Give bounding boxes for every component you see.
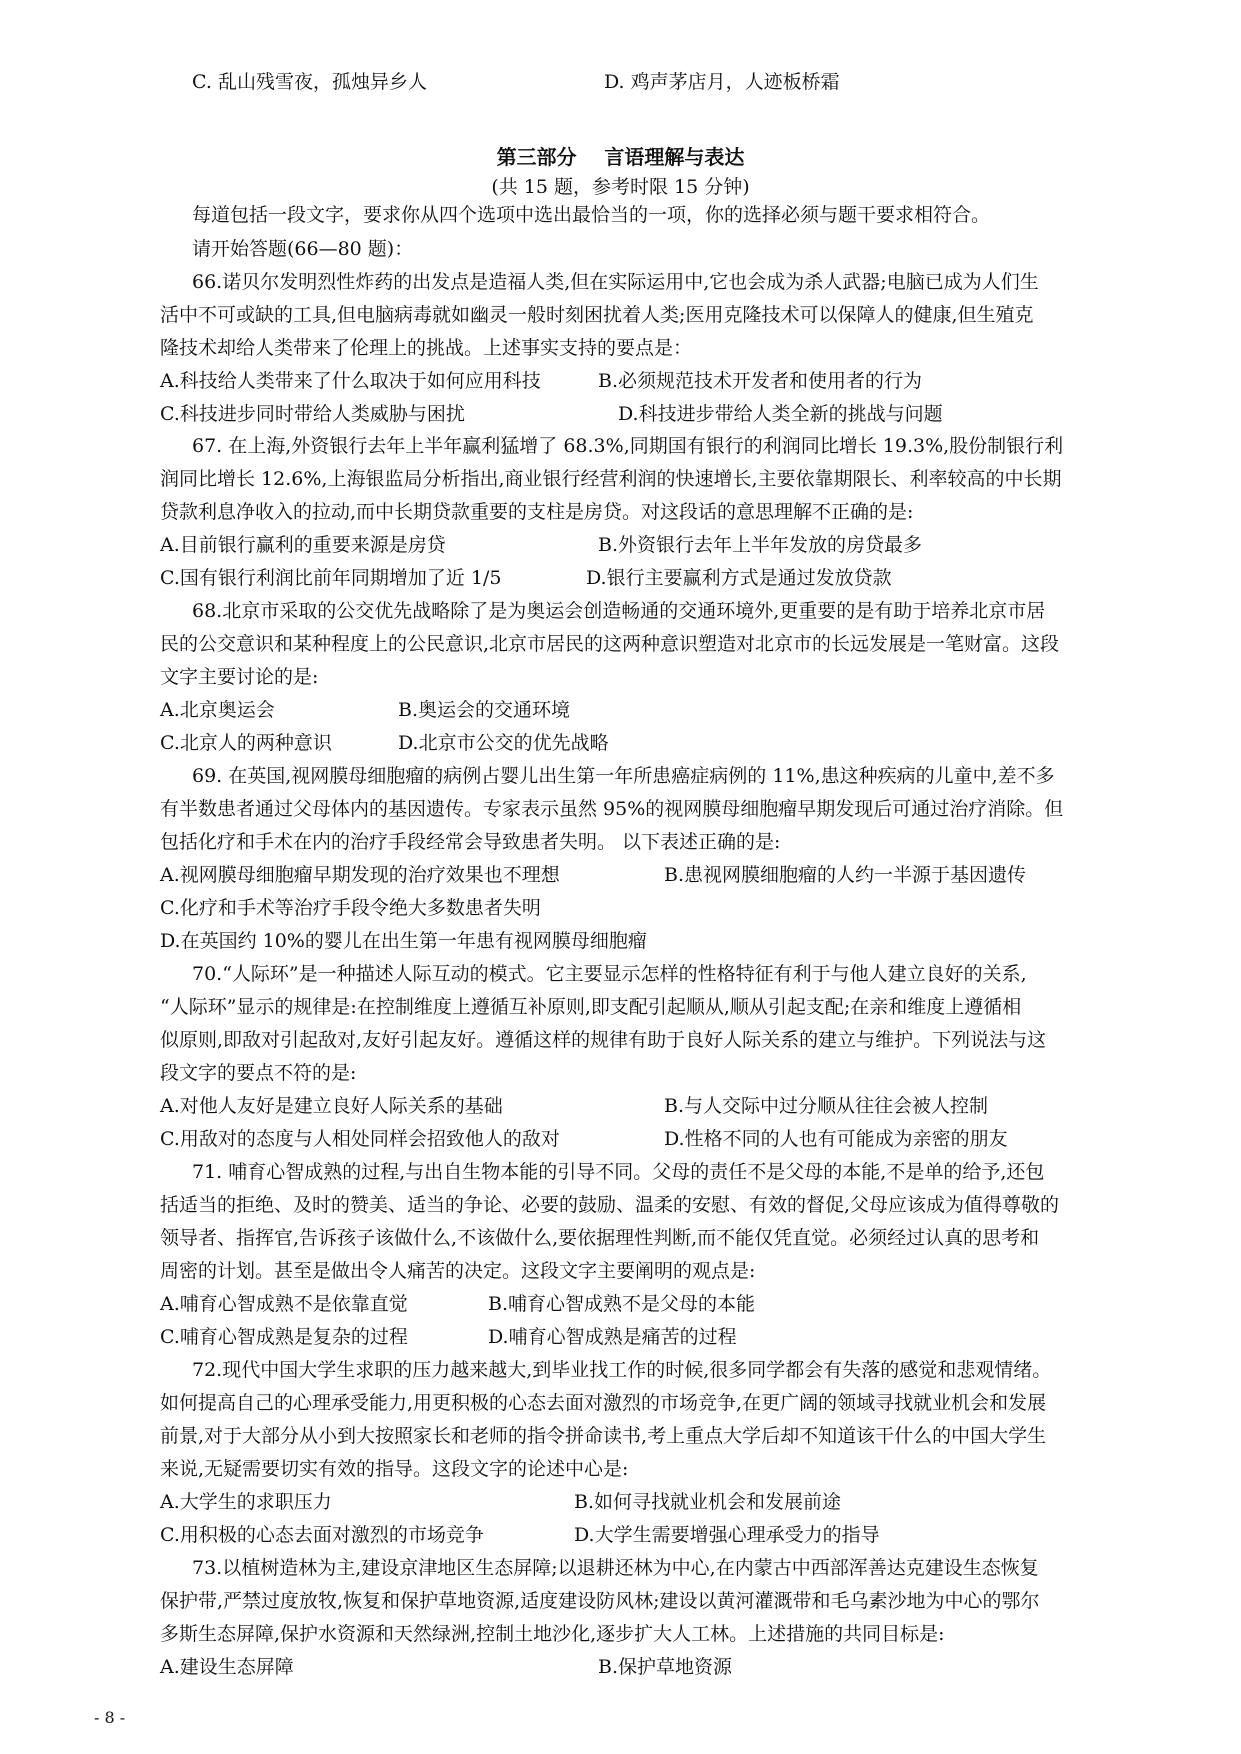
q70-option-b: B.与人交际中过分顺从往往会被人控制 [664, 1095, 989, 1117]
option-c-prev: C. 乱山残雪夜，孤烛异乡人 [192, 71, 427, 93]
q71-line-3: 领导者、指挥官,告诉孩子该做什么,不该做什么,要依据理性判断,而不能仅凭直觉。必须经过认真的思考和 [160, 1227, 1040, 1249]
q71-option-d: D.哺育心智成熟是痛苦的过程 [488, 1326, 737, 1348]
q68-option-d: D.北京市公交的优先战略 [398, 732, 609, 754]
q69-line-2: 有半数患者通过父母体内的基因遗传。专家表示虽然 95%的视网膜母细胞瘤早期发现后可通过治疗消除。但 [160, 798, 1064, 820]
q72-line-4: 来说,无疑需要切实有效的指导。这段文字的论述中心是: [160, 1458, 629, 1480]
q71-option-b: B.哺育心智成熟不是父母的本能 [488, 1293, 756, 1315]
q72-option-d: D.大学生需要增强心理承受力的指导 [574, 1524, 880, 1546]
q66-line-2: 活中不可或缺的工具,但电脑病毒就如幽灵一般时刻困扰着人类;医用克隆技术可以保障人的健康,但生殖克 [160, 304, 1034, 326]
page-number: - 8 - [94, 1708, 126, 1727]
q68-option-a: A.北京奥运会 [160, 699, 275, 721]
q67-option-c: C.国有银行利润比前年同期增加了近 1/5 [160, 567, 502, 589]
q70-line-4: 段文字的要点不符的是: [160, 1062, 357, 1084]
q70-option-d: D.性格不同的人也有可能成为亲密的朋友 [664, 1128, 1008, 1150]
q67-option-b: B.外资银行去年上半年发放的房贷最多 [598, 534, 923, 556]
section-title: 第三部分 言语理解与表达 [496, 145, 745, 169]
q68-option-c: C.北京人的两种意识 [160, 732, 332, 754]
q67-line-1: 67. 在上海,外资银行去年上半年赢利猛增了 68.3%,同期国有银行的利润同比增长 19.3%,股份制银行利 [192, 435, 1064, 457]
q66-option-a: A.科技给人类带来了什么取决于如何应用科技 [160, 370, 541, 392]
q72-line-3: 前景,对于大部分从小到大按照家长和老师的指令拼命读书,考上重点大学后却不知道该干什么的中国大学生 [160, 1425, 1047, 1447]
q70-line-1: 70.“人际环”是一种描述人际互动的模式。它主要显示怎样的性格特征有利于与他人建立良好的关系, [192, 963, 1027, 985]
q69-option-a: A.视网膜母细胞瘤早期发现的治疗效果也不理想 [160, 864, 560, 886]
q67-line-3: 贷款利息净收入的拉动,而中长期贷款重要的支柱是房贷。对这段话的意思理解不正确的是: [160, 501, 914, 523]
q71-line-1: 71. 哺育心智成熟的过程,与出自生物本能的引导不同。父母的责任不是父母的本能,不是单的给予,还包 [192, 1161, 1045, 1183]
q72-option-c: C.用积极的心态去面对激烈的市场竞争 [160, 1524, 484, 1546]
q67-option-d: D.银行主要赢利方式是通过发放贷款 [586, 567, 892, 589]
q73-line-3: 多斯生态屏障,保护水资源和天然绿洲,控制土地沙化,逐步扩大人工林。上述措施的共同目标是: [160, 1623, 945, 1645]
q73-option-a: A.建设生态屏障 [160, 1656, 294, 1678]
q73-option-b: B.保护草地资源 [598, 1656, 733, 1678]
q68-option-b: B.奥运会的交通环境 [398, 699, 571, 721]
q70-line-3: 似原则,即敌对引起敌对,友好引起友好。遵循这样的规律有助于良好人际关系的建立与维护。下列说法与这 [160, 1029, 1047, 1051]
q73-line-1: 73.以植树造林为主,建设京津地区生态屏障;以退耕还林为中心,在内蒙古中西部浑善达克建设生态恢复 [192, 1557, 1039, 1579]
q70-option-a: A.对他人友好是建立良好人际关系的基础 [160, 1095, 503, 1117]
q66-option-b: B.必须规范技术开发者和使用者的行为 [598, 370, 923, 392]
q69-line-1: 69. 在英国,视网膜母细胞瘤的病例占婴儿出生第一年所患癌症病例的 11%,患这种疾病的儿童中,差不多 [192, 765, 1055, 787]
option-d-prev: D. 鸡声茅店月，人迹板桥霜 [604, 71, 840, 93]
section-instruction: 每道包括一段文字，要求你从四个选项中选出最恰当的一项，你的选择必须与题干要求相符合。 [192, 204, 991, 226]
q68-line-1: 68.北京市采取的公交优先战略除了是为奥运会创造畅通的交通环境外,更重要的是有助于培养北京市居 [192, 600, 1046, 622]
q69-option-b: B.患视网膜细胞瘤的人约一半源于基因遗传 [664, 864, 1027, 886]
q69-option-d: D.在英国约 10%的婴儿在出生第一年患有视网膜母细胞瘤 [160, 930, 647, 952]
section-start: 请开始答题(66—80 题)： [192, 238, 414, 260]
q66-option-c: C.科技进步同时带给人类威胁与困扰 [160, 403, 465, 425]
q72-line-1: 72.现代中国大学生求职的压力越来越大,到毕业找工作的时候,很多同学都会有失落的感觉和悲观情绪。 [192, 1359, 1052, 1381]
q70-line-2: “人际环”显示的规律是:在控制维度上遵循互补原则,即支配引起顺从,顺从引起支配;在亲和维度上遵循相 [160, 996, 1022, 1018]
q66-line-1: 66.诺贝尔发明烈性炸药的出发点是造福人类,但在实际运用中,它也会成为杀人武器;电脑已成为人们生 [192, 271, 1039, 293]
q71-option-a: A.哺育心智成熟不是依靠直觉 [160, 1293, 408, 1315]
q71-line-2: 括适当的拒绝、及时的赞美、适当的争论、必要的鼓励、温柔的安慰、有效的督促,父母应该成为值得尊敬的 [160, 1194, 1060, 1216]
q71-line-4: 周密的计划。甚至是做出令人痛苦的决定。这段文字主要阐明的观点是: [160, 1260, 756, 1282]
q72-option-a: A.大学生的求职压力 [160, 1491, 332, 1513]
q72-option-b: B.如何寻找就业机会和发展前途 [574, 1491, 842, 1513]
q73-line-2: 保护带,严禁过度放牧,恢复和保护草地资源,适度建设防风林;建设以黄河灌溉带和毛乌素沙地为中心的鄂尔 [160, 1590, 1040, 1612]
q66-option-d: D.科技进步带给人类全新的挑战与问题 [618, 403, 943, 425]
section-subtitle: (共 15 题，参考时限 15 分钟) [491, 176, 750, 198]
q67-line-2: 润同比增长 12.6%,上海银监局分析指出,商业银行经营利润的快速增长,主要依靠期限长、利率较高的中长期 [160, 468, 1062, 490]
q68-line-3: 文字主要讨论的是: [160, 666, 319, 688]
q70-option-c: C.用敌对的态度与人相处同样会招致他人的敌对 [160, 1128, 560, 1150]
q71-option-c: C.哺育心智成熟是复杂的过程 [160, 1326, 408, 1348]
q69-line-3: 包括化疗和手术在内的治疗手段经常会导致患者失明。 以下表述正确的是: [160, 831, 781, 853]
q67-option-a: A.目前银行赢利的重要来源是房贷 [160, 534, 446, 556]
q69-option-c: C.化疗和手术等治疗手段令绝大多数患者失明 [160, 897, 541, 919]
q68-line-2: 民的公交意识和某种程度上的公民意识,北京市居民的这两种意识塑造对北京市的长远发展是一笔财富。这段 [160, 633, 1060, 655]
q66-line-3: 隆技术却给人类带来了伦理上的挑战。上述事实支持的要点是： [160, 337, 693, 359]
q72-line-2: 如何提高自己的心理承受能力,用更积极的心态去面对激烈的市场竞争,在更广阔的领域寻找就业机会和发展 [160, 1392, 1047, 1414]
